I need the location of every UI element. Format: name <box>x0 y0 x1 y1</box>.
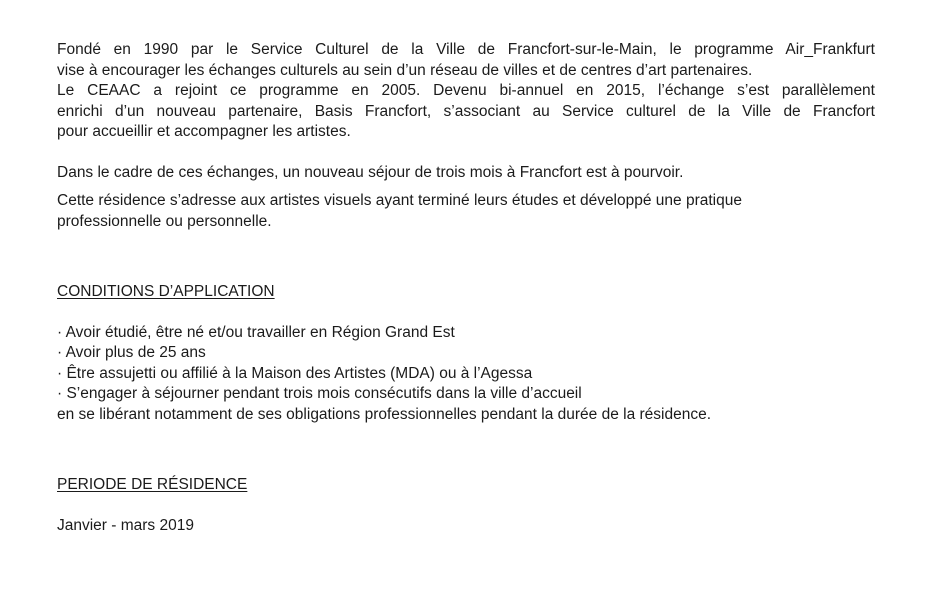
eligibility-line: Cette résidence s’adresse aux artistes visuels ayant terminé leurs études et développé une pratique <box>57 192 742 209</box>
spacer <box>57 143 875 163</box>
list-item: · Être assujetti ou affilié à la Maison des Artistes (MDA) ou à l’Agessa <box>57 364 533 382</box>
intro-line: Le CEAAC a rejoint ce programme en 2005. Devenu bi-annuel en 2015, l’échange s’est parallèlement <box>57 82 875 99</box>
eligibility-paragraph <box>57 191 875 232</box>
intro-line: vise à encourager les échanges culturels au sein d’un réseau de villes et de centres d’art partenaires. <box>57 61 753 79</box>
list-item: en se libérant notamment de ses obligations professionnelles pendant la durée de la résidence. <box>57 405 712 423</box>
spacer <box>57 232 875 282</box>
intro-line: Fondé en 1990 par le Service Culturel de la Ville de Francfort-sur-le-Main, le programme Air_Frankfurt <box>57 41 875 58</box>
conditions-list <box>57 323 875 426</box>
intro-line: pour accueillir et accompagner les artistes. <box>57 123 351 140</box>
spacer <box>57 425 875 475</box>
document-page <box>57 40 875 536</box>
spacer <box>57 183 875 191</box>
spacer <box>57 303 875 323</box>
list-item: · Avoir étudié, être né et/ou travailler en Région Grand Est <box>57 323 455 341</box>
conditions-heading: CONDITIONS D’APPLICATION <box>57 283 275 300</box>
period-heading: PERIODE DE RÉSIDENCE <box>57 476 248 493</box>
residency-paragraph: Dans le cadre de ces échanges, un nouveau séjour de trois mois à Francfort est à pourvoir. <box>57 163 684 181</box>
spacer <box>57 496 875 516</box>
list-item: · Avoir plus de 25 ans <box>57 344 206 361</box>
intro-line: enrichi d’un nouveau partenaire, Basis Francfort, s’associant au Service culturel de la Ville de Francfort <box>57 102 875 120</box>
eligibility-line: professionnelle ou personnelle. <box>57 212 272 230</box>
period-value: Janvier - mars 2019 <box>57 516 194 534</box>
intro-paragraph <box>57 40 875 143</box>
list-item: · S’engager à séjourner pendant trois mois consécutifs dans la ville d’accueil <box>57 385 582 402</box>
